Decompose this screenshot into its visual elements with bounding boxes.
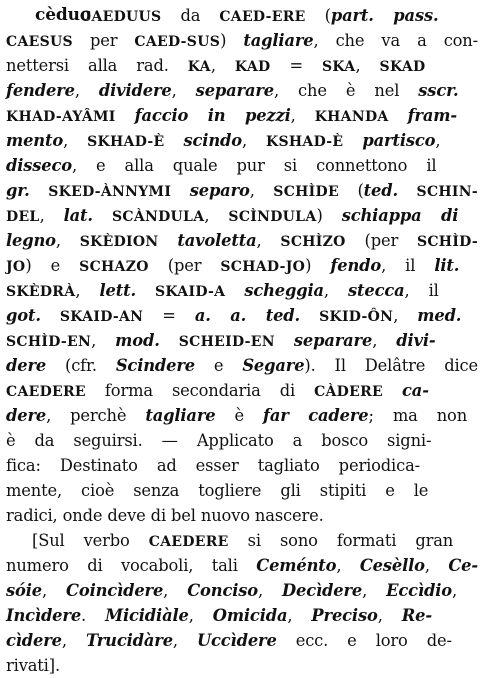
plain-text: , e alla quale pur si connettono il bbox=[71, 156, 437, 175]
text-line bbox=[6, 478, 428, 503]
italic-term: legno bbox=[6, 231, 56, 250]
italic-term: Preciso bbox=[311, 606, 378, 625]
plain-text: , il bbox=[404, 281, 439, 300]
small-caps-term: CAED-SUS bbox=[134, 34, 221, 50]
small-caps-term: JO bbox=[6, 259, 26, 275]
plain-text: , bbox=[55, 231, 80, 250]
plain-text: rivati]. bbox=[6, 656, 60, 675]
plain-text bbox=[158, 231, 177, 250]
plain-text bbox=[41, 306, 60, 325]
text-line bbox=[6, 628, 452, 653]
plain-text: è bbox=[215, 406, 264, 425]
plain-text: , il bbox=[381, 256, 435, 275]
plain-text: , bbox=[39, 206, 64, 225]
text-line bbox=[6, 253, 459, 278]
plain-text: ecc. e loro de- bbox=[276, 631, 452, 650]
plain-text: , bbox=[323, 281, 348, 300]
plain-text: , bbox=[393, 306, 418, 325]
plain-text: = bbox=[270, 56, 322, 75]
small-caps-term: KA bbox=[187, 59, 211, 75]
italic-term: part. pass. bbox=[330, 6, 439, 25]
italic-term: mod. bbox=[115, 331, 160, 350]
small-caps-term: SCHÌD-EN bbox=[6, 334, 92, 350]
italic-term: separo bbox=[189, 181, 250, 200]
plain-text: nettersi alla rad. bbox=[6, 56, 188, 75]
italic-term: Micidiàle bbox=[105, 606, 189, 625]
italic-term: tagliare bbox=[145, 406, 216, 425]
plain-text: mente, cioè senza togliere gli stipiti e le bbox=[6, 481, 429, 500]
text-line bbox=[6, 228, 478, 253]
italic-term: stecca bbox=[347, 281, 405, 300]
plain-text: , bbox=[451, 581, 457, 600]
small-caps-term: KSHAD-È bbox=[266, 134, 344, 150]
italic-term: fendere bbox=[6, 81, 75, 100]
plain-text: , bbox=[377, 606, 402, 625]
italic-term: Omicida bbox=[212, 606, 288, 625]
plain-text: forma secondaria di bbox=[85, 381, 315, 400]
small-caps-term: CAEDUUS bbox=[80, 9, 162, 25]
plain-text: ) bbox=[305, 256, 331, 275]
italic-term: dere bbox=[6, 356, 47, 375]
plain-text bbox=[116, 106, 135, 125]
plain-text: , bbox=[435, 131, 441, 150]
plain-text: , bbox=[362, 581, 387, 600]
plain-text: numero di vocaboli, tali bbox=[6, 556, 257, 575]
plain-text: [Sul verbo bbox=[32, 531, 149, 550]
small-caps-term: SCHEID-EN bbox=[178, 334, 275, 350]
plain-text: ; ma non bbox=[368, 406, 468, 425]
italic-term: lat. bbox=[63, 206, 93, 225]
italic-term: Ceménto bbox=[256, 556, 337, 575]
small-caps-term: CAESUS bbox=[6, 34, 73, 50]
italic-term: fram- bbox=[407, 106, 457, 125]
italic-term: gr. bbox=[6, 181, 30, 200]
plain-text: ( bbox=[305, 6, 331, 25]
plain-text: , bbox=[163, 581, 188, 600]
text-line bbox=[6, 503, 324, 528]
italic-term: ca- bbox=[402, 381, 429, 400]
plain-text: , bbox=[287, 606, 312, 625]
plain-text: , bbox=[41, 581, 67, 600]
plain-text: ) e bbox=[25, 256, 80, 275]
italic-term: cìdere bbox=[6, 631, 62, 650]
plain-text: fica: Destinato ad esser tagliato periodica- bbox=[6, 456, 420, 475]
plain-text bbox=[383, 381, 402, 400]
text-line bbox=[6, 128, 440, 153]
italic-term: separare bbox=[195, 81, 274, 100]
plain-text: ) bbox=[220, 31, 244, 50]
plain-text: , bbox=[290, 106, 315, 125]
plain-text: , bbox=[63, 131, 88, 150]
text-line bbox=[6, 578, 457, 603]
small-caps-term: CAEDERE bbox=[6, 384, 86, 400]
small-caps-term: SCHÌD- bbox=[416, 234, 478, 250]
italic-term: Conciso bbox=[187, 581, 258, 600]
plain-text: (per bbox=[345, 231, 417, 250]
plain-text: . bbox=[81, 606, 106, 625]
plain-text: , che è nel bbox=[274, 81, 419, 100]
plain-text: , bbox=[188, 606, 213, 625]
italic-term: Re- bbox=[401, 606, 432, 625]
plain-text bbox=[136, 281, 155, 300]
italic-term: disseco bbox=[6, 156, 72, 175]
plain-text: , bbox=[61, 631, 86, 650]
italic-term: Uccìdere bbox=[196, 631, 277, 650]
plain-text bbox=[164, 131, 183, 150]
small-caps-term: CÀDERE bbox=[314, 384, 384, 400]
italic-term: Incìdere bbox=[6, 606, 82, 625]
plain-text bbox=[275, 331, 294, 350]
text-line bbox=[32, 528, 453, 553]
small-caps-term: SKAID-A bbox=[155, 284, 226, 300]
text-line bbox=[6, 278, 439, 303]
text-line bbox=[6, 328, 436, 353]
text-line bbox=[6, 28, 478, 53]
plain-text: , bbox=[372, 331, 397, 350]
italic-term: Trucidàre bbox=[85, 631, 173, 650]
text-line bbox=[6, 78, 459, 103]
text-line bbox=[6, 603, 432, 628]
text-line bbox=[6, 453, 420, 478]
plain-text: , bbox=[424, 556, 449, 575]
text-line bbox=[6, 153, 436, 178]
plain-text: = bbox=[143, 306, 195, 325]
small-caps-term: SCHAD-JO bbox=[220, 259, 306, 275]
text-line bbox=[6, 103, 457, 128]
small-caps-term: SCHIN- bbox=[416, 184, 478, 200]
italic-term: mento bbox=[6, 131, 64, 150]
plain-text: , che va a con- bbox=[313, 31, 478, 50]
plain-text: , bbox=[171, 81, 196, 100]
plain-text bbox=[171, 181, 190, 200]
small-caps-term: SKID-ÔN bbox=[319, 309, 394, 325]
small-caps-term: KAD bbox=[234, 59, 271, 75]
italic-term: sóie bbox=[6, 581, 42, 600]
text-line bbox=[6, 403, 467, 428]
italic-term: scheggia bbox=[244, 281, 324, 300]
small-caps-term: SKA bbox=[321, 59, 356, 75]
italic-term: lit. bbox=[434, 256, 460, 275]
plain-text: (per bbox=[148, 256, 221, 275]
small-caps-term: SCÀNDULA bbox=[111, 209, 205, 225]
plain-text: , bbox=[241, 131, 267, 150]
plain-text: , bbox=[74, 81, 99, 100]
italic-term: tavoletta bbox=[177, 231, 257, 250]
text-line bbox=[80, 3, 439, 28]
small-caps-term: DEL bbox=[6, 209, 40, 225]
plain-text: e bbox=[195, 356, 243, 375]
headword: cèduo bbox=[35, 5, 92, 25]
plain-text: ) bbox=[316, 206, 342, 225]
plain-text: radici, onde deve di bel nuovo nascere. bbox=[6, 506, 324, 525]
italic-term: Decìdere bbox=[282, 581, 363, 600]
small-caps-term: CAED-ERE bbox=[219, 9, 306, 25]
small-caps-term: SKAID-AN bbox=[59, 309, 144, 325]
plain-text: , bbox=[204, 206, 229, 225]
small-caps-term: SKÈDION bbox=[79, 234, 159, 250]
italic-term: Cesèllo bbox=[359, 556, 425, 575]
plain-text: (cfr. bbox=[46, 356, 116, 375]
plain-text bbox=[389, 106, 408, 125]
plain-text: ( bbox=[338, 181, 364, 200]
plain-text: , bbox=[249, 181, 274, 200]
italic-term: scindo bbox=[183, 131, 242, 150]
plain-text bbox=[300, 306, 319, 325]
small-caps-term: SCHÌDE bbox=[273, 184, 339, 200]
plain-text bbox=[30, 181, 49, 200]
text-line bbox=[6, 653, 60, 678]
plain-text: , bbox=[336, 556, 360, 575]
plain-text: , perchè bbox=[46, 406, 146, 425]
plain-text: da bbox=[161, 6, 220, 25]
small-caps-term: SCÌNDULA bbox=[228, 209, 317, 225]
italic-term: a. a. ted. bbox=[194, 306, 301, 325]
plain-text: , bbox=[75, 281, 100, 300]
plain-text: per bbox=[72, 31, 135, 50]
text-line bbox=[6, 428, 431, 453]
plain-text: , bbox=[91, 331, 116, 350]
small-caps-term: CAEDERE bbox=[148, 534, 229, 550]
text-line bbox=[6, 353, 478, 378]
text-line bbox=[6, 303, 461, 328]
text-line bbox=[6, 203, 458, 228]
italic-term: Segare bbox=[242, 356, 305, 375]
italic-term: Ce- bbox=[448, 556, 478, 575]
plain-text: è da seguirsi. — Applicato a bosco signi- bbox=[6, 431, 432, 450]
italic-term: separare bbox=[293, 331, 373, 350]
small-caps-term: SCHAZO bbox=[79, 259, 149, 275]
plain-text: , bbox=[257, 581, 283, 600]
small-caps-term: SKED-ÀNNYMI bbox=[48, 184, 172, 200]
plain-text bbox=[343, 131, 362, 150]
plain-text: , bbox=[355, 56, 380, 75]
italic-term: partisco bbox=[362, 131, 436, 150]
plain-text: , bbox=[210, 56, 235, 75]
text-line bbox=[6, 178, 478, 203]
plain-text bbox=[160, 331, 179, 350]
plain-text: , bbox=[172, 631, 197, 650]
text-line bbox=[6, 553, 478, 578]
plain-text bbox=[93, 206, 112, 225]
small-caps-term: SKAD bbox=[379, 59, 426, 75]
small-caps-term: SKÈDRÀ bbox=[6, 284, 76, 300]
small-caps-term: KHAD-AYÂMI bbox=[6, 109, 116, 125]
plain-text: , bbox=[256, 231, 281, 250]
plain-text: ). Il Delâtre dice bbox=[304, 356, 478, 375]
text-line bbox=[6, 53, 425, 78]
italic-term: lett. bbox=[99, 281, 136, 300]
plain-text: si sono formati gran bbox=[228, 531, 454, 550]
italic-term: dividere bbox=[98, 81, 172, 100]
italic-term: sscr. bbox=[418, 81, 459, 100]
italic-term: got. bbox=[6, 306, 41, 325]
italic-term: Eccìdio bbox=[386, 581, 452, 600]
plain-text bbox=[398, 181, 417, 200]
italic-term: Coincìdere bbox=[66, 581, 164, 600]
text-line bbox=[6, 378, 429, 403]
italic-term: dere bbox=[6, 406, 47, 425]
italic-term: schiappa di bbox=[341, 206, 459, 225]
italic-term: tagliare bbox=[243, 31, 314, 50]
small-caps-term: KHANDA bbox=[314, 109, 389, 125]
italic-term: fendo bbox=[330, 256, 382, 275]
italic-term: far cadere bbox=[263, 406, 369, 425]
small-caps-term: SKHAD-È bbox=[87, 134, 165, 150]
italic-term: divi- bbox=[396, 331, 436, 350]
italic-term: Scindere bbox=[115, 356, 196, 375]
italic-term: ted. bbox=[363, 181, 399, 200]
italic-term: faccio in pezzi bbox=[134, 106, 291, 125]
italic-term: med. bbox=[417, 306, 462, 325]
plain-text bbox=[225, 281, 244, 300]
small-caps-term: SCHÌZO bbox=[280, 234, 346, 250]
